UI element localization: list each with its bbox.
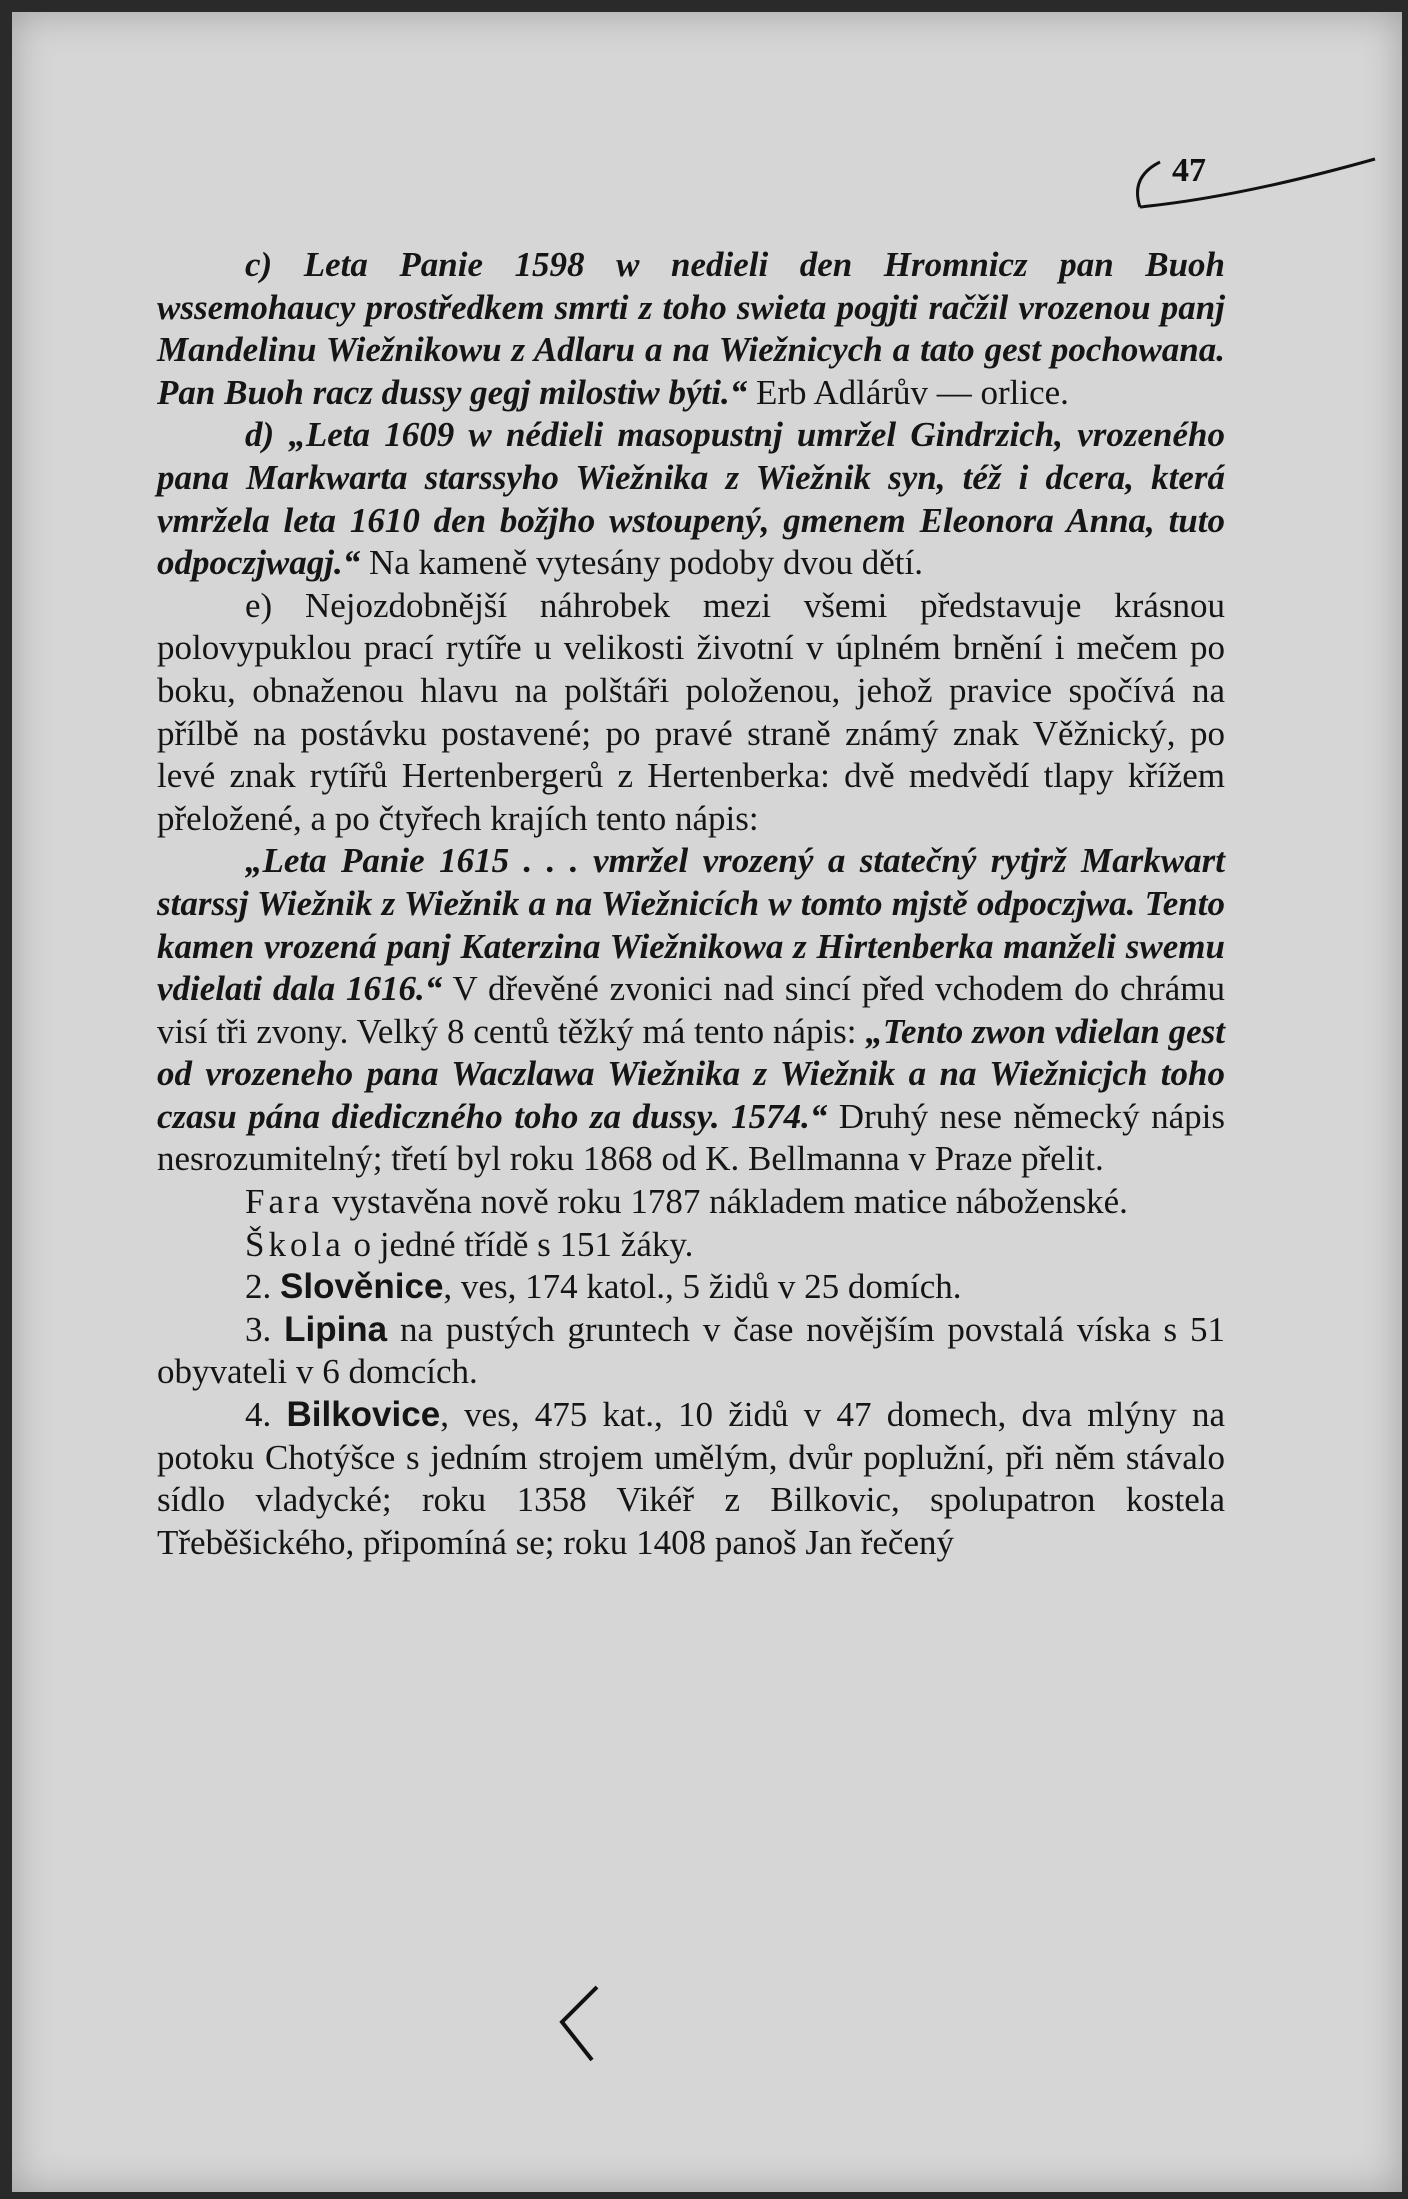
fara-lead: Fara [245,1182,324,1222]
entry-text: na pustých gruntech v čase novějším povstalá víska s 51 obyvateli v 6 domcích. [157,1309,1226,1392]
pencil-mark [552,1982,612,2062]
document-page [12,12,1402,2192]
entry-bilkovice [157,1394,1225,1564]
entry-name: Lipina [284,1309,388,1349]
italic-quote: „Tento zwon vdielan gest od vrozeneho pana Waczlawa Wiežnika z Wiežnik a na Wiežnicjch toho czasu pána diediczného toho za dussy. 1574.“ [157,1011,1226,1136]
paragraph-d [157,414,1225,584]
fara-text: vystavěna nově roku 1787 nákladem matice náboženské. [323,1182,1128,1222]
text-run: e) Nejozdobnější náhrobek mezi všemi představuje krásnou polovypuklou prací rytíře u velikosti životní v úplném brnění i mečem po boku, obnaženou hlavu na polštáři položenou, jehož pravice spočívá na přílbě na postávku postavené; po pravé straně známý znak Věžnický, po levé znak rytířů Hertenbergerů z Hertenberka: dvě medvědí tlapy křížem přeložené, a po čtyřech krajích tento nápis: [157,585,1225,838]
entry-text: , ves, 174 katol., 5 židů v 25 domích. [443,1267,962,1307]
text-run: Druhý nese německý nápis nesrozumitelný; třetí byl roku 1868 od K. Bellmanna v Praze přelit. [157,1096,1225,1179]
skola-text: o jedné třídě s 151 žáky. [344,1224,694,1264]
entry-number: 3. [245,1309,272,1349]
entry-number: 4. [245,1395,272,1435]
paragraph-e [157,585,1225,841]
text-run: Na kameně vytesány podoby dvou dětí. [360,543,923,583]
entry-text: , ves, 475 kat., 10 židů v 47 domech, dva mlýny na potoku Chotýšce s jedním strojem umělým, dvůr poplužní, při něm stávalo sídlo vladycké; roku 1358 Vikéř z Bilkovic, spolupatron kostela Třeběšického, připomíná se; roku 1408 panoš Jan řečený [157,1395,1225,1562]
italic-quote: c) Leta Panie 1598 w nedieli den Hromnicz pan Buoh wssemohaucy prostředkem smrti z toho swieta pogjti račžil vrozenou panj Mandelinu Wiežnikowu z Adlaru a na Wiežnicych a tato gest pochowana. Pan Buoh racz dussy gegj milostiw býti.“ [157,245,1225,412]
entry-name: Bilkovice [286,1395,441,1435]
skola-lead: Škola [245,1224,345,1264]
entry-lipina [157,1309,1225,1394]
body-text [157,244,1225,1564]
paragraph-skola [157,1224,1225,1267]
paragraph-c [157,244,1225,414]
paragraph-e-inscription [157,840,1225,1181]
text-run: V dřevěné zvonici nad sincí před vchodem do chrámu visí tři zvony. Velký 8 centů těžký má tento nápis: [157,969,1225,1051]
entry-number: 2. [245,1267,272,1307]
paragraph-fara [157,1181,1225,1224]
italic-quote: d) „Leta 1609 w nédieli masopustnj umržel Gindrzich, vrozeného pana Markwarta starssyho Wiežnika z Wiežnik syn, též i dcera, která vmržela leta 1610 den božjho wstoupený, gmenem Eleonora Anna, tuto odpoczjwagj.“ [157,415,1225,583]
entry-slovenice [157,1266,1225,1309]
entry-name: Slověnice [280,1267,444,1307]
page-number: 47 [1172,152,1206,189]
page-number-underline-stroke [1120,157,1380,217]
text-run: Erb Adlárův — orlice. [747,372,1069,412]
italic-quote: „Leta Panie 1615 . . . vmržel vrozený a statečný rytjrž Markwart starssj Wiežnik z Wiežnik a na Wiežnicích w tomto mjstě odpoczjwa. Tento kamen vrozená panj Katerzina Wiežnikowa z Hirtenberka manželi swemu vdielati dala 1616.“ [157,841,1225,1009]
